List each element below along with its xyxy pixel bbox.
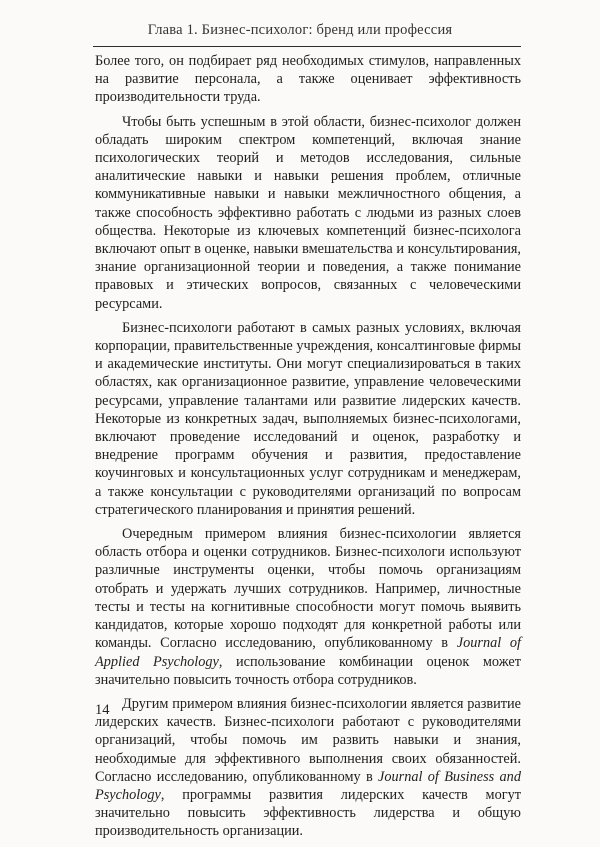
paragraph [95,113,521,313]
body-text [95,52,521,847]
paragraph [95,695,521,841]
paragraph-text: Бизнес-психологи работают в самых разных условиях, включая корпорации, правительственные учреждения, консалтинговые фирмы и академические институты. Они могут специализироваться в таких областях, как организационное развитие, управление человеческими ресурсами, управление талантами или развитие лидерских качеств. Некоторые из конкретных задач, выполняемых бизнес-психологами, включают проведение исследований и оценок, разработку и внедрение программ обучения и развития, предоставление коучинговых и консультационных услуг сотрудникам и менеджерам, а также консультации с руководителями организаций по вопросам стратегического планирования и принятия решений. [95,319,521,518]
paragraph-text: , использование комбинации оценок может значительно повысить точность отбора сотрудников. [95,653,521,688]
header-rule [93,46,521,47]
page-number: 14 [95,702,110,718]
running-header: Глава 1. Бизнес-психолог: бренд или профессия [147,22,453,38]
paragraph [95,525,521,689]
paragraph-text: Очередным примером влияния бизнес-психологии является область отбора и оценки сотрудников. Бизнес-психологи используют различные инструменты оценки, чтобы помочь организациям отобрать и удержать лучших сотрудников. Например, личностные тесты и тесты на когнитивные способности могут помочь выявить кандидатов, которые хорошо подходят для конкретной работы или команды. Согласно исследованию, опубликованному в [95,526,521,652]
paragraph [95,52,521,107]
journal-title: Journal of Applied Psychology [95,635,522,670]
paragraph-text: Чтобы быть успешным в этой области, бизнес-психолог должен обладать широким спектром компетенций, включая знание психологических теорий и методов исследования, сильные аналитические навыки и навыки решения проблем, отличные коммуникативные навыки и навыки межличностного общения, а также способность эффективно работать с людьми из разных слоев общества. Некоторые из ключевых компетенций бизнес-психолога включают опыт в оценке, навыки вмешательства и консультирования, знание организационной теории и поведения, а также понимание правовых и этических вопросов, связанных с человеческими ресурсами. [95,113,521,312]
paragraph [95,319,521,519]
paragraph-text: Другим примером влияния бизнес-психологии является развитие лидерских качеств. Бизнес-психологи работают с руководителями организаций, чтобы помочь им развить навыки и знания, необходимые для эффективного выполнения своих обязанностей. Согласно исследованию, опубликованному в [95,695,521,785]
journal-title: Journal of Business and Psychology [95,768,521,803]
paragraph-text: Более того, он подбирает ряд необходимых стимулов, направленных на развитие персонала, а также оценивает эффективность производительности труда. [95,53,521,106]
paragraph-text: , программы развития лидерских качеств могут значительно повысить эффективность лидерства и общую производительность организации. [95,786,521,840]
